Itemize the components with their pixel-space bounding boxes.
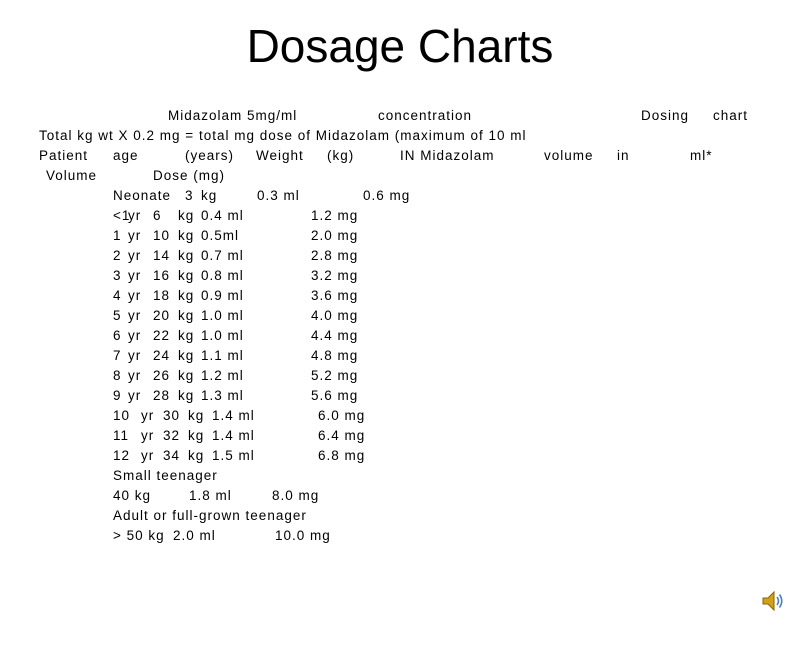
row-kg: kg: [188, 448, 205, 463]
row-volume: 0.5ml: [201, 228, 240, 243]
dosage-row: [113, 406, 433, 426]
row-weight: 14: [153, 248, 171, 263]
row-kg: kg: [178, 308, 195, 323]
row-weight: 34: [163, 448, 181, 463]
row-weight: 18: [153, 288, 171, 303]
row-unit: yr: [128, 308, 142, 323]
dosage-row: [113, 346, 433, 366]
row-kg: kg: [188, 428, 205, 443]
row-unit: yr: [128, 348, 142, 363]
row-unit: yr: [141, 408, 155, 423]
row-weight: 16: [153, 268, 171, 283]
row-dose: 3.2 mg: [311, 268, 359, 283]
row-unit: yr: [128, 268, 142, 283]
header-volume-col: Volume: [46, 168, 98, 183]
small-teen-dose: 8.0 mg: [272, 488, 320, 503]
intro-concentration: concentration: [378, 108, 473, 123]
row-age: <1: [113, 208, 131, 223]
row-kg: kg: [178, 208, 195, 223]
row-unit: yr: [141, 428, 155, 443]
row-age: 3: [113, 268, 122, 283]
adult-label: Adult or full-grown teenager: [113, 508, 307, 523]
row-unit: yr: [128, 228, 142, 243]
row-kg: kg: [178, 388, 195, 403]
header-ml: ml*: [690, 148, 713, 163]
row-kg: kg: [178, 288, 195, 303]
row-volume: 0.8 ml: [201, 268, 244, 283]
adult-volume: 2.0 ml: [173, 528, 216, 543]
row-age: 8: [113, 368, 122, 383]
row-unit: yr: [128, 368, 142, 383]
row-age: 10: [113, 408, 131, 423]
row-volume: 1.0 ml: [201, 308, 244, 323]
row-volume: 1.5 ml: [212, 448, 255, 463]
row-volume: 1.4 ml: [212, 428, 255, 443]
dosage-row: [113, 366, 433, 386]
row-volume: 1.3 ml: [201, 388, 244, 403]
small-teen-weight: 40 kg: [113, 488, 152, 503]
row-kg: kg: [178, 368, 195, 383]
row-dose: 6.8 mg: [318, 448, 366, 463]
small-teen-label: Small teenager: [113, 468, 218, 483]
row-age: 6: [113, 328, 122, 343]
adult-dose: 10.0 mg: [275, 528, 331, 543]
dosage-row: [113, 426, 433, 446]
row-dose: 6.0 mg: [318, 408, 366, 423]
row-unit: yr: [128, 288, 142, 303]
row-dose: 4.8 mg: [311, 348, 359, 363]
row-age: 12: [113, 448, 131, 463]
dosage-row: [113, 326, 433, 346]
dosage-row: [113, 226, 433, 246]
row-kg: kg: [178, 348, 195, 363]
row-weight: 3: [185, 188, 194, 203]
dosage-row: [113, 306, 433, 326]
row-kg: kg: [178, 228, 195, 243]
page-title: Dosage Charts: [246, 20, 554, 72]
intro-formula: Total kg wt X 0.2 mg = total mg dose of Midazolam (maximum of 10 ml: [39, 128, 527, 143]
row-volume: 1.1 ml: [201, 348, 244, 363]
row-weight: 30: [163, 408, 181, 423]
dosage-row: [113, 286, 433, 306]
row-volume: 0.3 ml: [257, 188, 300, 203]
row-volume: 1.0 ml: [201, 328, 244, 343]
row-kg: kg: [188, 408, 205, 423]
dosage-row: [113, 246, 433, 266]
header-kg: (kg): [327, 148, 355, 163]
speaker-icon-graphic: [760, 588, 786, 614]
row-age: 9: [113, 388, 122, 403]
row-unit: yr: [141, 448, 155, 463]
row-dose: 3.6 mg: [311, 288, 359, 303]
dosage-row: [113, 206, 433, 226]
header-years: (years): [185, 148, 235, 163]
row-weight: 22: [153, 328, 171, 343]
row-dose: 5.6 mg: [311, 388, 359, 403]
row-age: Neonate: [113, 188, 172, 203]
row-weight: 32: [163, 428, 181, 443]
row-weight: 26: [153, 368, 171, 383]
header-patient: Patient: [39, 148, 89, 163]
row-age: 4: [113, 288, 122, 303]
row-kg: kg: [178, 248, 195, 263]
row-volume: 0.7 ml: [201, 248, 244, 263]
row-kg: kg: [178, 268, 195, 283]
dosage-row: [113, 186, 433, 206]
row-age: 7: [113, 348, 122, 363]
row-dose: 4.0 mg: [311, 308, 359, 323]
header-in-midazolam: IN Midazolam: [400, 148, 495, 163]
intro-chart: chart: [713, 108, 749, 123]
row-dose: 1.2 mg: [311, 208, 359, 223]
row-age: 1: [113, 228, 122, 243]
small-teen-volume: 1.8 ml: [189, 488, 232, 503]
row-dose: 2.0 mg: [311, 228, 359, 243]
dosage-row: [113, 446, 433, 466]
row-unit: yr: [128, 388, 142, 403]
row-dose: 6.4 mg: [318, 428, 366, 443]
row-dose: 4.4 mg: [311, 328, 359, 343]
row-weight: 20: [153, 308, 171, 323]
dosage-row: [113, 386, 433, 406]
row-dose: 5.2 mg: [311, 368, 359, 383]
row-volume: 1.2 ml: [201, 368, 244, 383]
row-age: 2: [113, 248, 122, 263]
speaker-icon[interactable]: [760, 588, 786, 614]
row-volume: 0.4 ml: [201, 208, 244, 223]
header-in: in: [617, 148, 630, 163]
header-volume: volume: [544, 148, 594, 163]
row-weight: 28: [153, 388, 171, 403]
intro-drug: Midazolam 5mg/ml: [168, 108, 298, 123]
row-age: 11: [113, 428, 130, 443]
row-unit: yr: [128, 248, 142, 263]
header-dose-col: Dose (mg): [153, 168, 226, 183]
dosage-row: [113, 266, 433, 286]
row-kg: kg: [178, 328, 195, 343]
row-weight: 6: [153, 208, 162, 223]
row-unit: yr: [128, 328, 142, 343]
row-age: 5: [113, 308, 122, 323]
row-volume: 1.4 ml: [212, 408, 255, 423]
header-weight: Weight: [256, 148, 304, 163]
intro-dosing: Dosing: [641, 108, 690, 123]
row-dose: 0.6 mg: [363, 188, 411, 203]
row-unit: yr: [128, 208, 142, 223]
row-kg: kg: [201, 188, 218, 203]
row-weight: 24: [153, 348, 171, 363]
adult-weight: > 50 kg: [113, 528, 165, 543]
row-volume: 0.9 ml: [201, 288, 244, 303]
row-weight: 10: [153, 228, 171, 243]
header-age: age: [113, 148, 139, 163]
row-dose: 2.8 mg: [311, 248, 359, 263]
